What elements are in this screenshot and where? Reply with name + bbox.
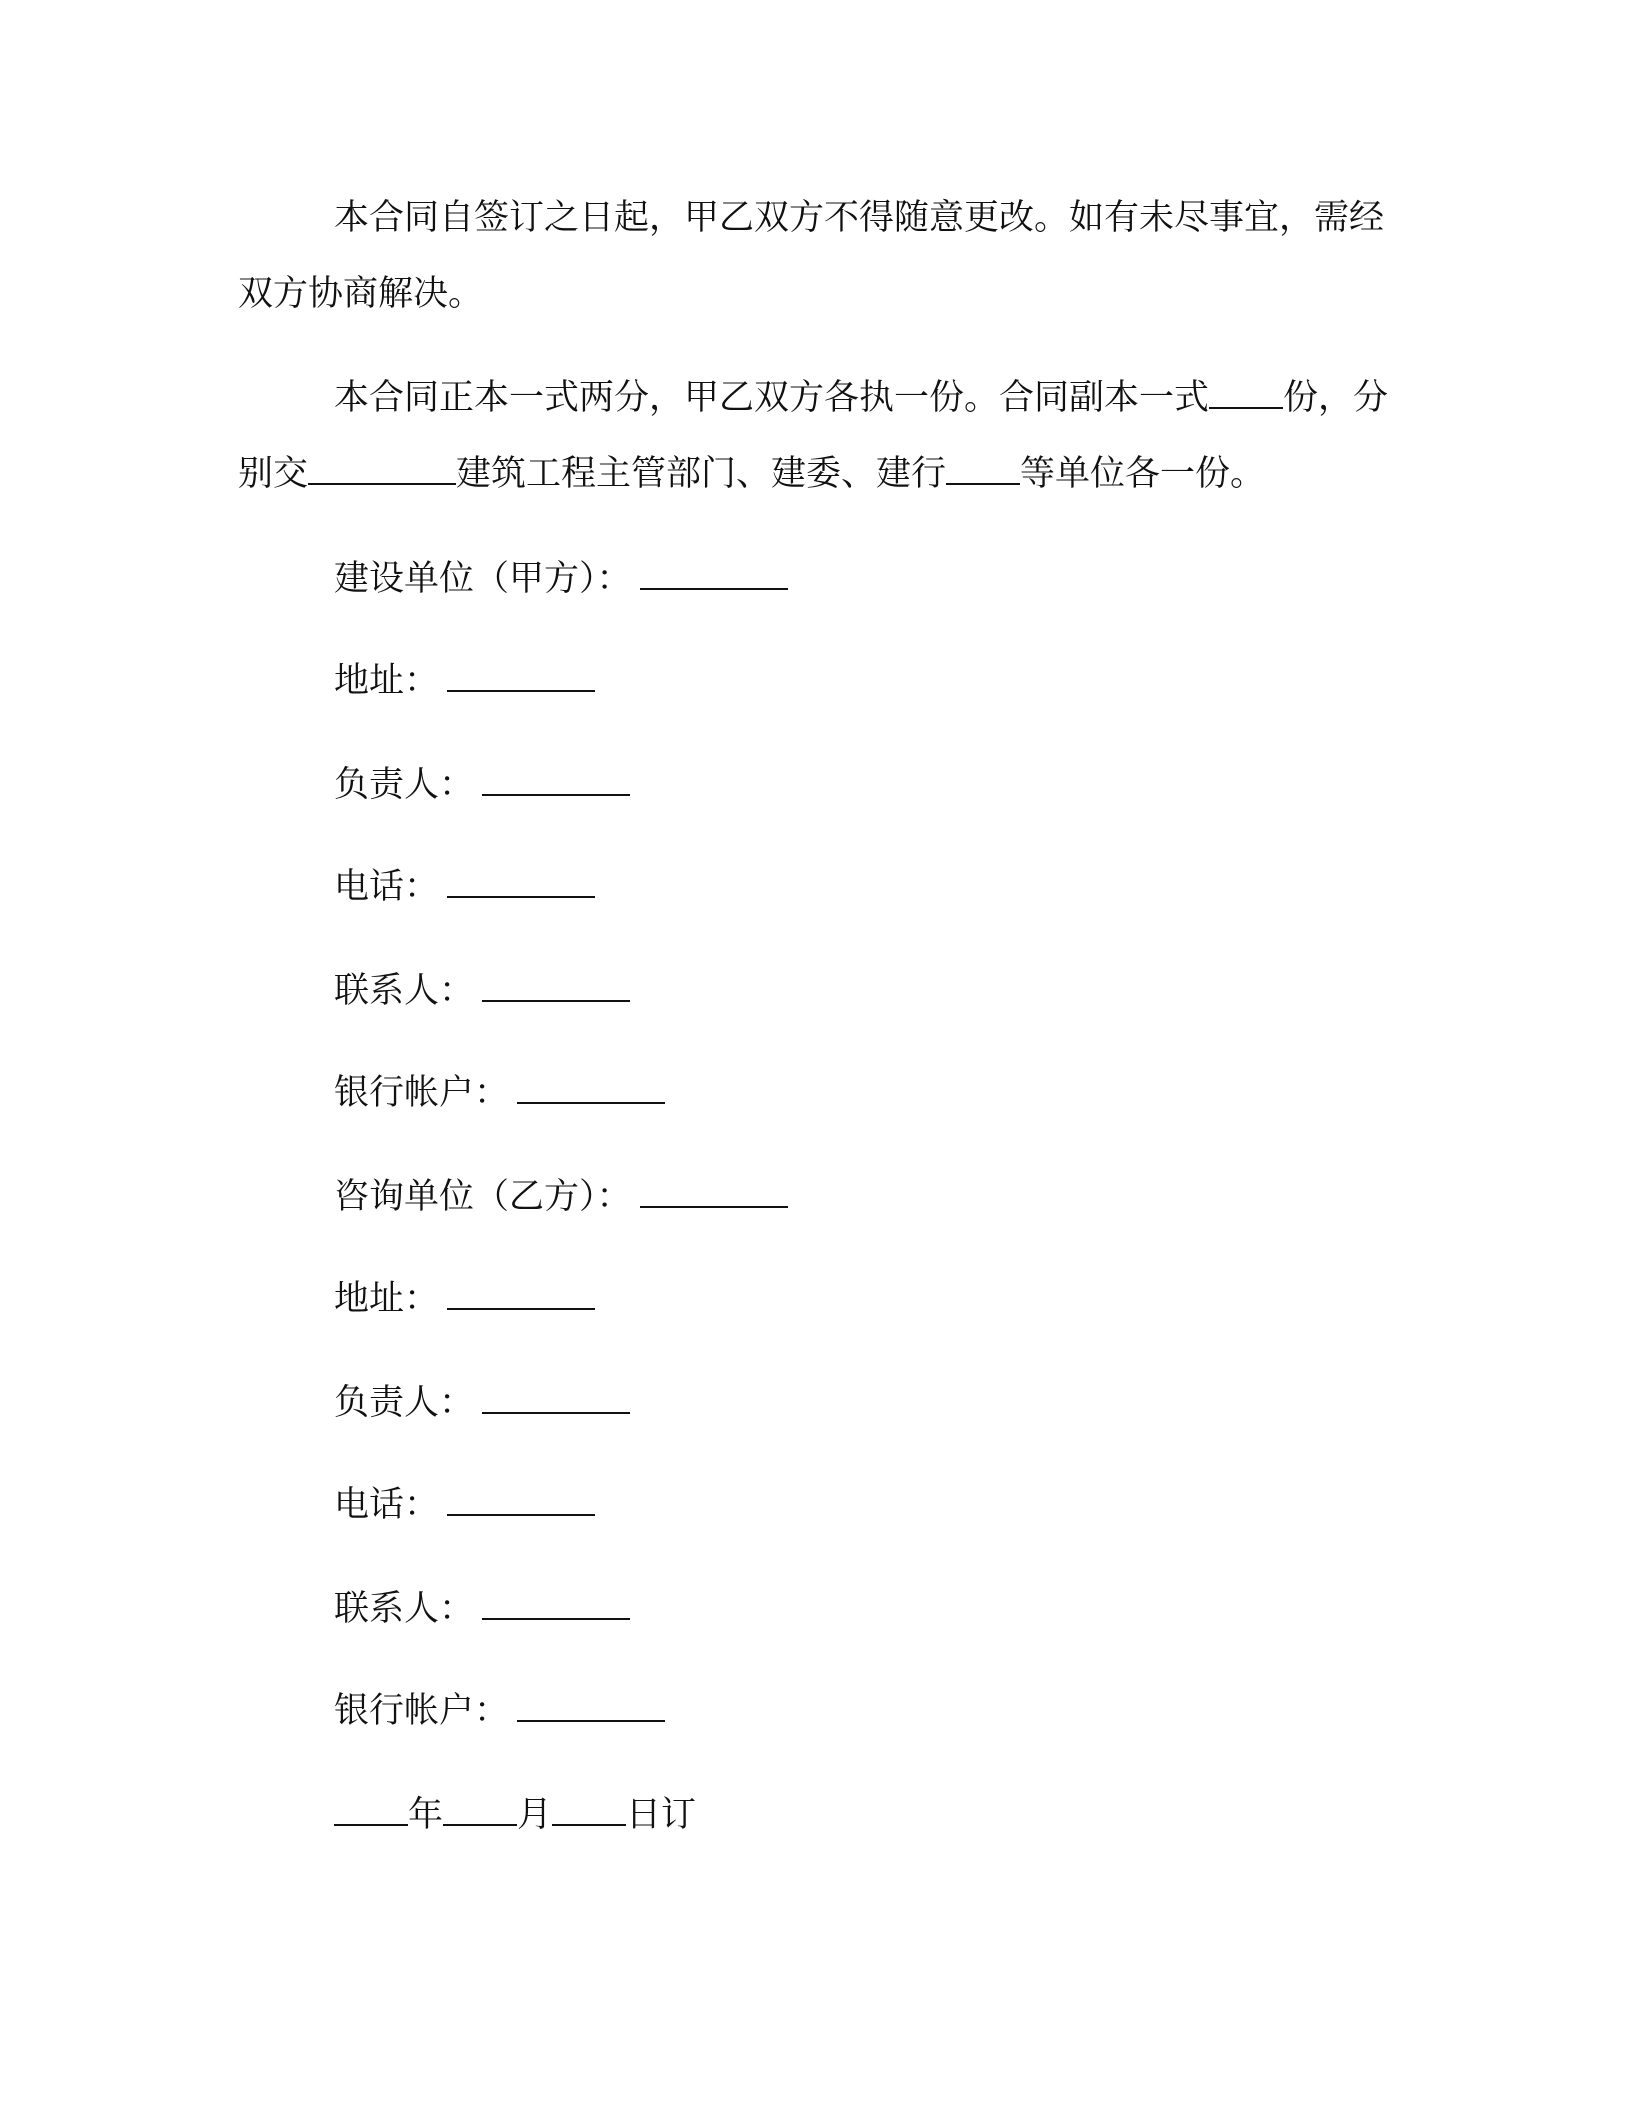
party-a-bank-line [334,1068,665,1117]
party-b-address-line [334,1274,595,1323]
party-b-principal-line [334,1378,630,1427]
party-b-principal-label: 负责人： [334,1383,475,1423]
party-a-bank-blank[interactable] [517,1068,665,1104]
party-b-unit-blank[interactable] [640,1172,788,1208]
party-b-address-label: 地址： [334,1279,440,1319]
party-a-bank-label: 银行帐户： [334,1073,510,1113]
party-a-address-line [334,656,595,705]
party-b-bank-line [334,1686,665,1735]
party-a-contact-blank[interactable] [482,966,630,1002]
copies-text-a: 本合同正本一式两分，甲乙双方各执一份。合同副本一式 [334,378,1210,418]
party-a-unit-line [334,554,788,603]
paragraph-copies [238,360,1398,512]
party-b-phone-line [334,1480,595,1529]
party-a-phone-line [334,862,595,911]
month-blank[interactable] [443,1790,517,1826]
party-b-address-blank[interactable] [447,1274,595,1310]
party-a-contact-label: 联系人： [334,971,475,1011]
party-a-phone-label: 电话： [334,867,440,907]
recipient-blank[interactable] [308,449,456,485]
party-a-principal-blank[interactable] [482,760,630,796]
party-a-contact-line [334,966,630,1015]
copies-text-c: 建筑工程主管部门、建委、建行 [456,454,947,494]
year-blank[interactable] [334,1790,408,1826]
party-b-bank-label: 银行帐户： [334,1691,510,1731]
party-b-bank-blank[interactable] [517,1686,665,1722]
party-a-address-label: 地址： [334,661,440,701]
party-b-unit-label: 咨询单位（乙方）： [334,1177,632,1217]
bank-blank[interactable] [946,449,1020,485]
party-b-principal-blank[interactable] [482,1378,630,1414]
paragraph-amendment-text: 本合同自签订之日起，甲乙双方不得随意更改。如有未尽事宜，需经双方协商解决。 [238,198,1385,314]
day-label: 日订 [626,1795,697,1835]
party-b-contact-label: 联系人： [334,1589,475,1629]
day-blank[interactable] [552,1790,626,1826]
party-a-unit-label: 建设单位（甲方）： [334,559,632,599]
party-a-phone-blank[interactable] [447,862,595,898]
year-label: 年 [408,1795,444,1835]
party-b-contact-blank[interactable] [482,1584,630,1620]
paragraph-amendment [238,180,1398,332]
party-a-principal-label: 负责人： [334,765,475,805]
copies-text-b: 份，分别交 [238,378,1389,494]
party-a-principal-line [334,760,630,809]
copies-text-d: 等单位各一份。 [1020,454,1266,494]
party-b-phone-label: 电话： [334,1485,440,1525]
party-b-unit-line [334,1172,788,1221]
party-b-phone-blank[interactable] [447,1480,595,1516]
party-a-address-blank[interactable] [447,656,595,692]
party-b-contact-line [334,1584,630,1633]
party-a-unit-blank[interactable] [640,554,788,590]
copies-count-blank[interactable] [1209,373,1283,409]
month-label: 月 [517,1795,553,1835]
signing-date-line [334,1790,696,1839]
